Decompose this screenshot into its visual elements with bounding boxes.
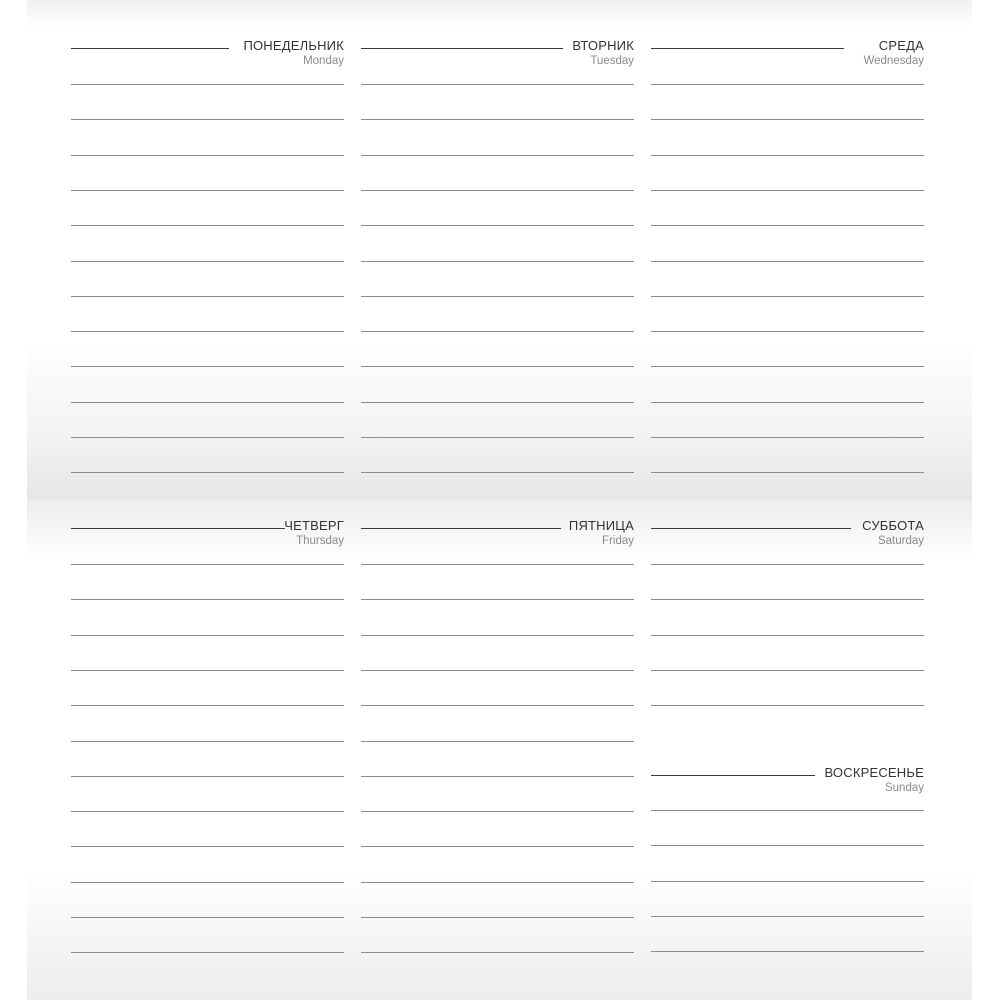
writing-line[interactable]	[361, 472, 634, 473]
day-header	[361, 36, 634, 76]
writing-line[interactable]	[651, 437, 924, 438]
writing-line[interactable]	[361, 811, 634, 812]
writing-line[interactable]	[651, 810, 924, 811]
writing-line[interactable]	[651, 635, 924, 636]
writing-line[interactable]	[71, 776, 344, 777]
writing-line[interactable]	[361, 84, 634, 85]
day-name-en: Wednesday	[863, 55, 924, 67]
day-wednesday	[651, 36, 924, 76]
writing-line[interactable]	[651, 119, 924, 120]
writing-line[interactable]	[361, 190, 634, 191]
writing-line[interactable]	[71, 882, 344, 883]
writing-line[interactable]	[361, 846, 634, 847]
day-name-en: Thursday	[296, 535, 344, 547]
writing-line[interactable]	[71, 599, 344, 600]
writing-line[interactable]	[71, 811, 344, 812]
writing-line[interactable]	[361, 119, 634, 120]
writing-line[interactable]	[651, 564, 924, 565]
writing-line[interactable]	[71, 402, 344, 403]
day-name-en: Monday	[303, 55, 344, 67]
writing-line[interactable]	[361, 882, 634, 883]
writing-line[interactable]	[651, 845, 924, 846]
writing-line[interactable]	[361, 635, 634, 636]
day-name-ru: ВОСКРЕСЕНЬЕ	[824, 765, 924, 780]
writing-line[interactable]	[361, 599, 634, 600]
writing-line[interactable]	[361, 402, 634, 403]
writing-line[interactable]	[71, 155, 344, 156]
writing-line[interactable]	[71, 564, 344, 565]
writing-line[interactable]	[651, 225, 924, 226]
day-monday	[71, 36, 344, 76]
day-name-en: Tuesday	[590, 55, 634, 67]
day-name-ru: ВТОРНИК	[572, 38, 634, 53]
header-rule	[71, 528, 285, 529]
writing-line[interactable]	[71, 331, 344, 332]
writing-line[interactable]	[651, 402, 924, 403]
writing-line[interactable]	[651, 366, 924, 367]
writing-line[interactable]	[71, 670, 344, 671]
writing-line[interactable]	[361, 776, 634, 777]
writing-line[interactable]	[361, 225, 634, 226]
writing-line[interactable]	[361, 366, 634, 367]
writing-line[interactable]	[651, 84, 924, 85]
header-rule	[361, 48, 563, 49]
writing-line[interactable]	[651, 155, 924, 156]
writing-line[interactable]	[71, 846, 344, 847]
writing-line[interactable]	[651, 916, 924, 917]
header-rule	[651, 48, 844, 49]
writing-line[interactable]	[71, 84, 344, 85]
day-tuesday	[361, 36, 634, 76]
day-header	[651, 763, 924, 803]
day-friday	[361, 516, 634, 556]
writing-line[interactable]	[651, 190, 924, 191]
writing-line[interactable]	[361, 952, 634, 953]
header-rule	[651, 775, 815, 776]
writing-line[interactable]	[361, 155, 634, 156]
header-rule	[71, 48, 229, 49]
writing-line[interactable]	[361, 741, 634, 742]
writing-line[interactable]	[71, 635, 344, 636]
writing-line[interactable]	[361, 437, 634, 438]
writing-line[interactable]	[651, 331, 924, 332]
day-name-en: Sunday	[884, 782, 924, 794]
planner-page	[27, 0, 972, 1000]
day-header	[71, 516, 344, 556]
writing-line[interactable]	[361, 261, 634, 262]
day-name-en: Saturday	[877, 535, 924, 547]
day-name-ru: ЧЕТВЕРГ	[284, 518, 344, 533]
day-name-ru: ПОНЕДЕЛЬНИК	[243, 38, 344, 53]
header-rule	[361, 528, 561, 529]
writing-line[interactable]	[71, 472, 344, 473]
writing-line[interactable]	[71, 952, 344, 953]
day-thursday	[71, 516, 344, 556]
writing-line[interactable]	[651, 951, 924, 952]
writing-line[interactable]	[651, 296, 924, 297]
day-header	[71, 36, 344, 76]
writing-line[interactable]	[651, 881, 924, 882]
writing-line[interactable]	[71, 437, 344, 438]
day-sunday	[651, 763, 924, 803]
writing-line[interactable]	[361, 917, 634, 918]
writing-line[interactable]	[361, 705, 634, 706]
writing-line[interactable]	[71, 119, 344, 120]
writing-line[interactable]	[361, 296, 634, 297]
writing-line[interactable]	[71, 917, 344, 918]
header-rule	[651, 528, 851, 529]
writing-line[interactable]	[651, 472, 924, 473]
day-name-ru: СУББОТА	[862, 518, 924, 533]
writing-line[interactable]	[71, 366, 344, 367]
day-header	[361, 516, 634, 556]
writing-line[interactable]	[71, 741, 344, 742]
day-name-ru: СРЕДА	[878, 38, 924, 53]
writing-line[interactable]	[651, 599, 924, 600]
writing-line[interactable]	[71, 261, 344, 262]
writing-line[interactable]	[361, 670, 634, 671]
writing-line[interactable]	[71, 296, 344, 297]
writing-line[interactable]	[361, 564, 634, 565]
day-name-ru: ПЯТНИЦА	[568, 518, 634, 533]
writing-line[interactable]	[71, 225, 344, 226]
writing-line[interactable]	[361, 331, 634, 332]
day-header	[651, 36, 924, 76]
day-header	[651, 516, 924, 556]
writing-line[interactable]	[71, 190, 344, 191]
writing-line[interactable]	[71, 705, 344, 706]
writing-line[interactable]	[651, 261, 924, 262]
writing-line[interactable]	[651, 705, 924, 706]
day-saturday	[651, 516, 924, 556]
writing-line[interactable]	[651, 670, 924, 671]
day-name-en: Friday	[602, 535, 634, 547]
